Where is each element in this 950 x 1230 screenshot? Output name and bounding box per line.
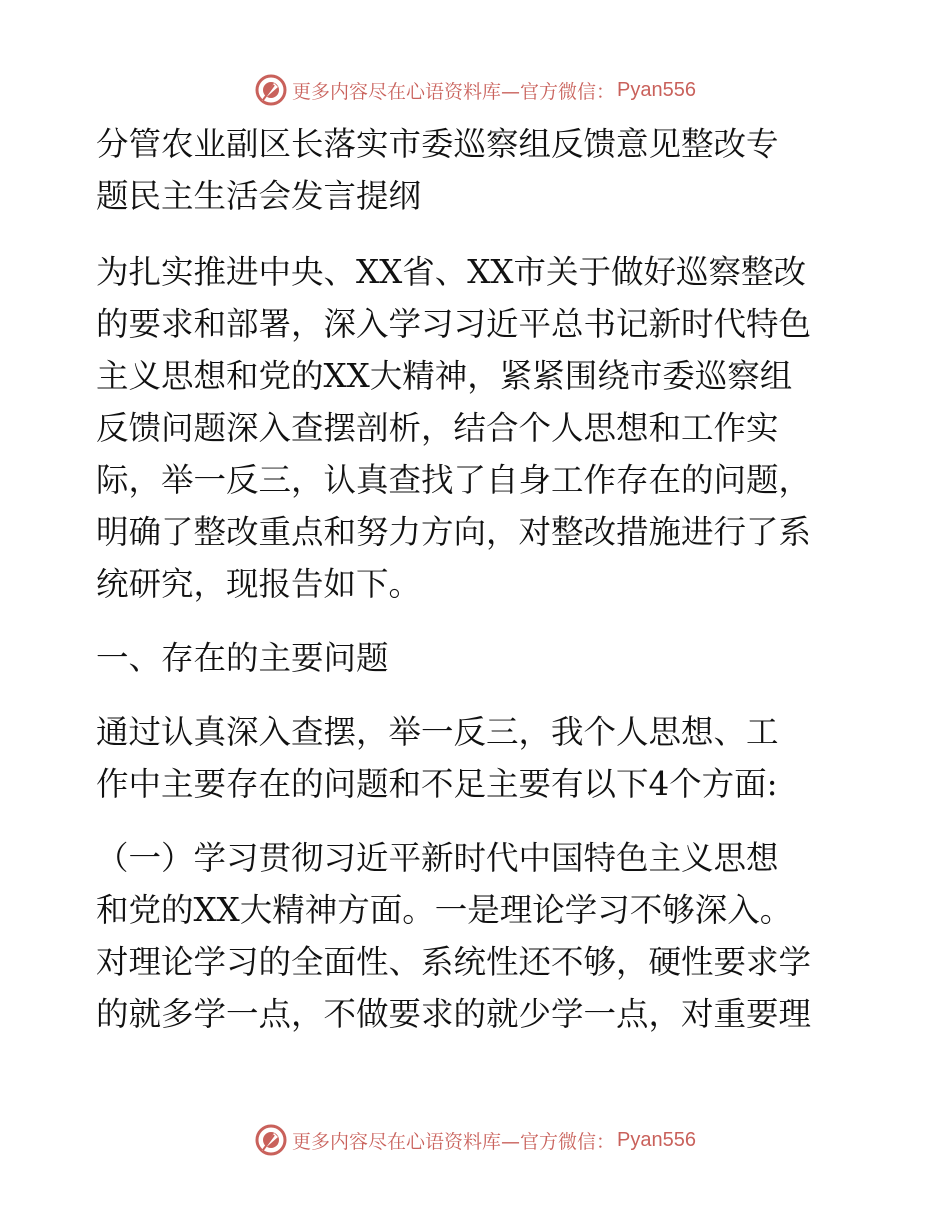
watermark-banner-bottom [0,1120,950,1160]
paragraph-line: 的就多学一点，不做要求的就少学一点，对重要理 [96,995,812,1033]
spacer [96,810,856,832]
document-title [96,118,856,222]
paragraph-line: 明确了整改重点和努力方向，对整改措施进行了系 [96,513,812,551]
watermark-handle: Pyan556 [617,78,696,101]
paragraph-line: 对理论学习的全面性、系统性还不够，硬性要求学 [96,943,812,981]
section-heading [96,632,856,684]
watermark-banner-top [0,70,950,110]
paragraph-line: 为扎实推进中央、XX省、XX市关于做好巡察整改 [96,253,807,291]
paragraph-line: 作中主要存在的问题和不足主要有以下4个方面: [96,765,778,803]
title-line: 分管农业副区长落实市委巡察组反馈意见整改专 [96,125,779,163]
spacer [96,610,856,632]
title-line: 题民主生活会发言提纲 [96,177,422,215]
section1-paragraph [96,706,856,810]
watermark-text: 更多内容尽在心语资料库—官方微信： [292,80,616,103]
section1-heading: 一、存在的主要问题 [96,639,389,677]
paragraph-line: （一）学习贯彻习近平新时代中国特色主义思想 [96,839,779,877]
paragraph-line: 主义思想和党的XX大精神，紧紧围绕市委巡察组 [96,357,793,395]
paragraph-line: 反馈问题深入查摆剖析，结合个人思想和工作实 [96,409,779,447]
paragraph-line: 通过认真深入查摆，举一反三，我个人思想、工 [96,713,779,751]
spacer [96,684,856,706]
intro-paragraph [96,246,856,610]
pen-nib-circle-icon [254,73,288,107]
paragraph-line: 统研究，现报告如下。 [96,565,422,603]
paragraph-line: 和党的XX大精神方面。一是理论学习不够深入。 [96,891,793,929]
paragraph-line: 际，举一反三，认真查找了自身工作存在的问题， [96,461,812,499]
spacer [96,222,856,246]
watermark-text: 更多内容尽在心语资料库—官方微信： [292,1130,616,1153]
watermark-handle: Pyan556 [617,1128,696,1151]
document-body [96,118,856,1040]
paragraph-line: 的要求和部署，深入学习习近平总书记新时代特色 [96,305,812,343]
pen-nib-circle-icon [254,1123,288,1157]
subsection1-paragraph [96,832,856,1040]
